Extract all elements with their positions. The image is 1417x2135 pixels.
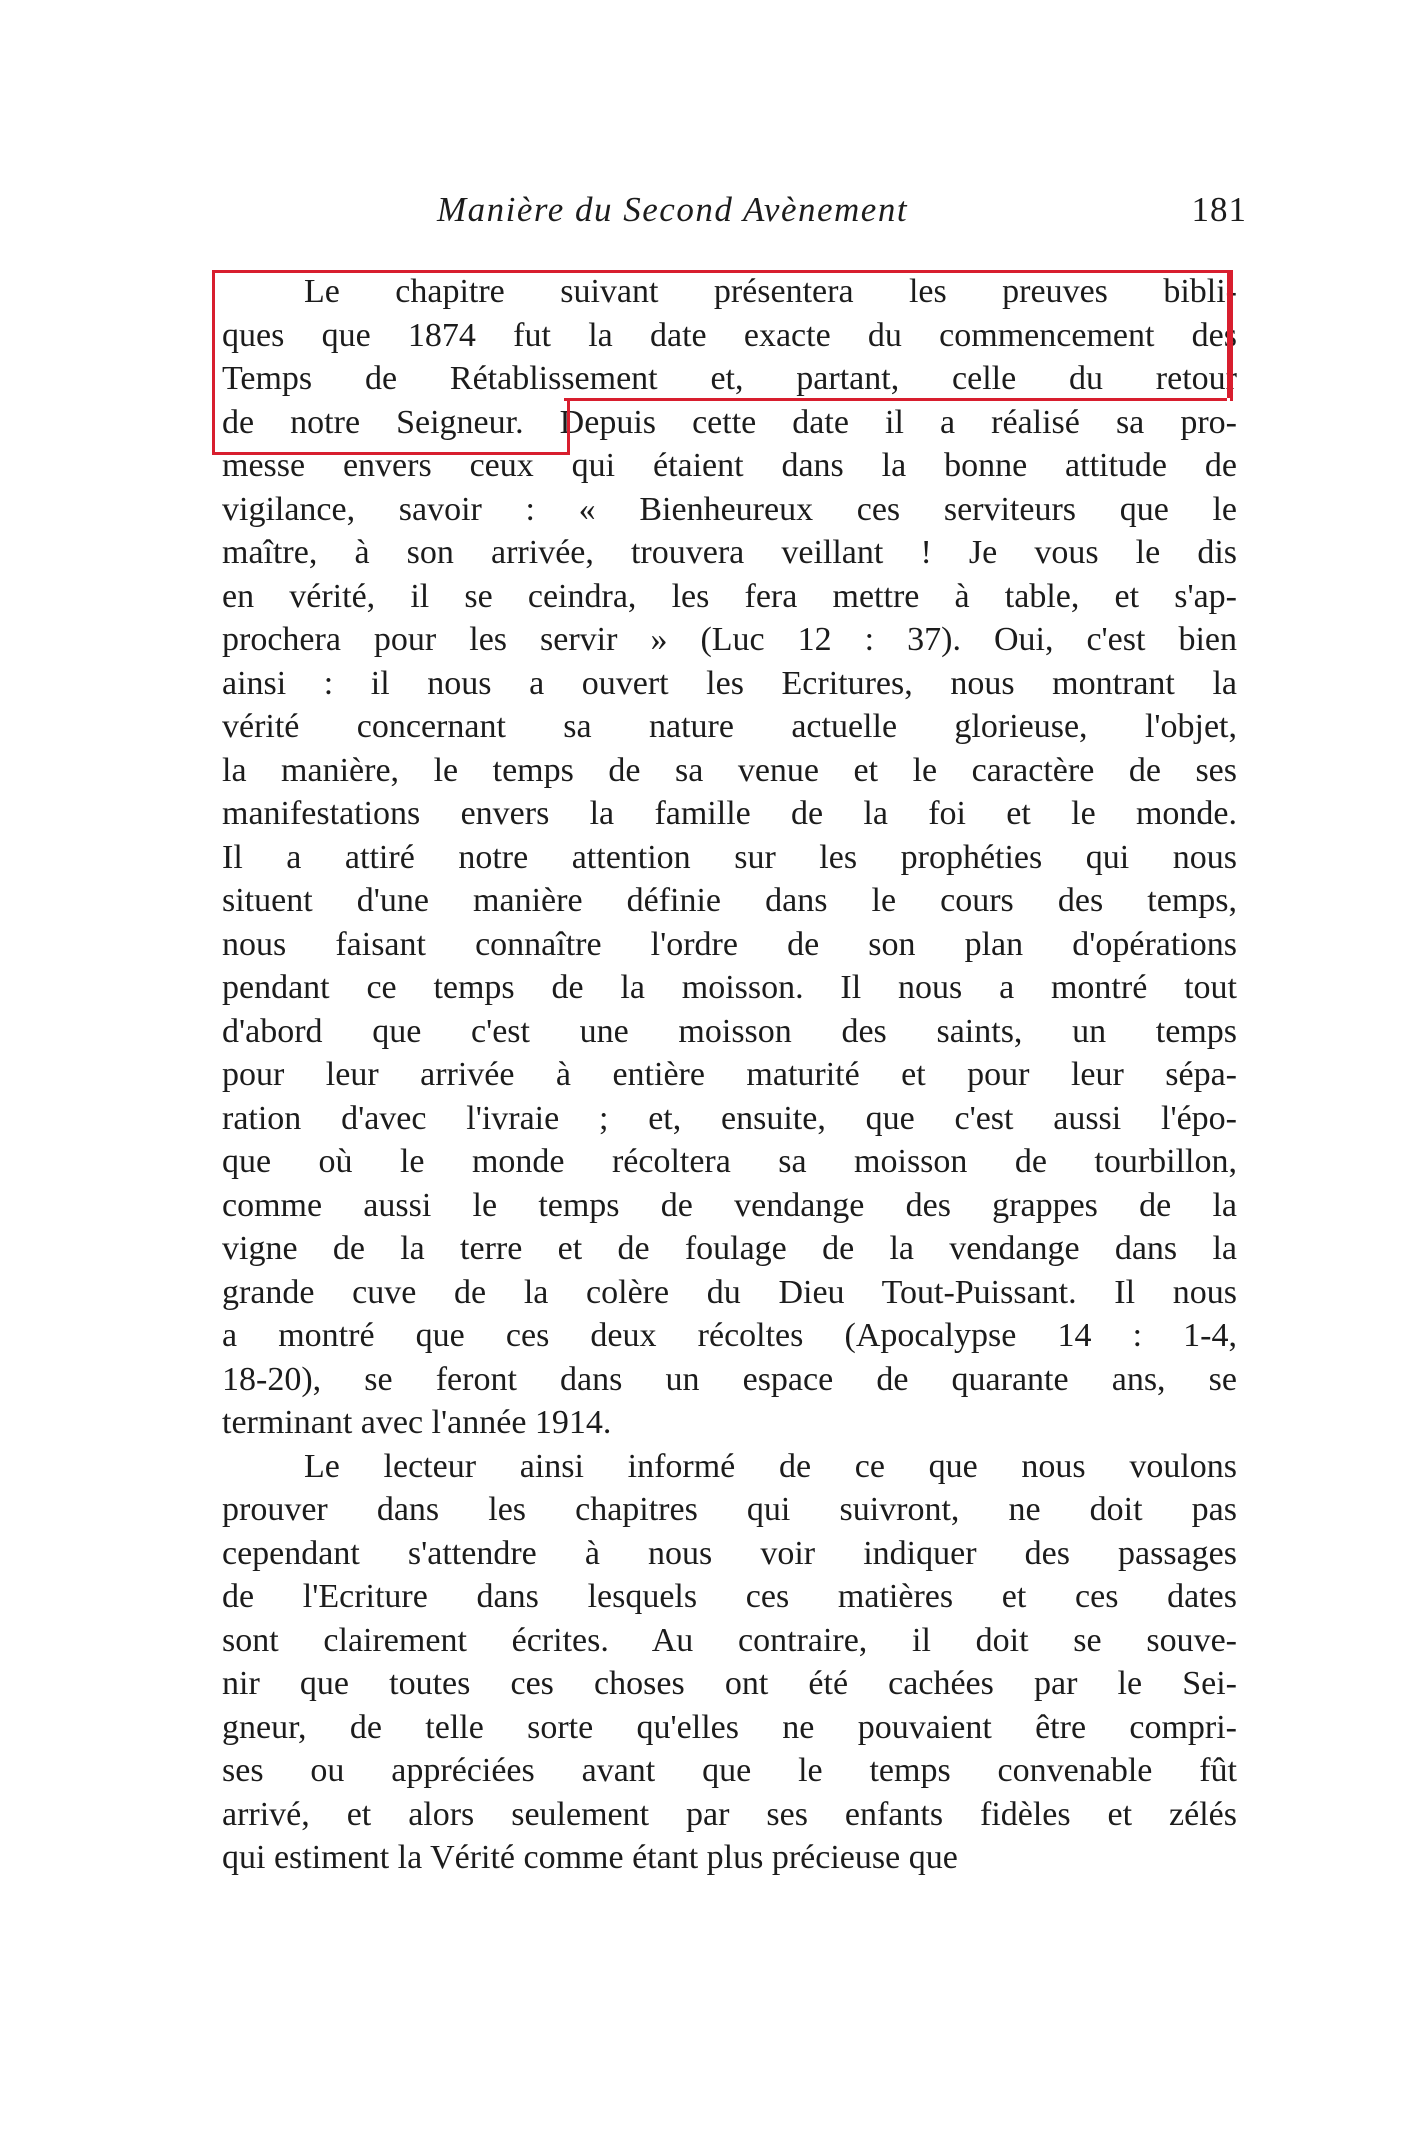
text-line: a montré que ces deux récoltes (Apocalypse 14 : 1-4, xyxy=(222,1317,1237,1354)
page-header xyxy=(437,190,1247,240)
text-line: qui estiment la Vérité comme étant plus précieuse que xyxy=(222,1839,958,1876)
page-number: 181 xyxy=(1191,190,1247,229)
text-line: Le chapitre suivant présentera les preuves bibli- xyxy=(304,273,1237,310)
text-line: messe envers ceux qui étaient dans la bonne attitude de xyxy=(222,447,1237,484)
text-line: nir que toutes ces choses ont été cachées par le Sei- xyxy=(222,1665,1237,1702)
text-line: nous faisant connaître l'ordre de son plan d'opérations xyxy=(222,925,1237,963)
text-line: de notre Seigneur. Depuis cette date il a réalisé sa pro- xyxy=(222,403,1237,441)
text-line: Temps de Rétablissement et, partant, celle du retour xyxy=(222,360,1237,397)
text-line: maître, à son arrivée, trouvera veillant ! Je vous le dis xyxy=(222,534,1237,571)
text-line: ration d'avec l'ivraie ; et, ensuite, que c'est aussi l'épo- xyxy=(222,1099,1237,1137)
text-line: cependant s'attendre à nous voir indiquer des passages xyxy=(222,1534,1237,1572)
text-line: que où le monde récoltera sa moisson de tourbillon, xyxy=(222,1143,1237,1180)
text-line: gneur, de telle sorte qu'elles ne pouvaient être compri- xyxy=(222,1708,1237,1746)
body-text xyxy=(222,270,1237,1880)
text-line: arrivé, et alors seulement par ses enfants fidèles et zélés xyxy=(222,1795,1237,1833)
running-title: Manière du Second Avènement xyxy=(437,190,909,229)
text-line: d'abord que c'est une moisson des saints, un temps xyxy=(222,1012,1237,1050)
text-line: grande cuve de la colère du Dieu Tout-Puissant. Il nous xyxy=(222,1273,1237,1311)
text-line: prouver dans les chapitres qui suivront, ne doit pas xyxy=(222,1491,1237,1528)
text-line: vigne de la terre et de foulage de la vendange dans la xyxy=(222,1230,1237,1267)
text-line: 18-20), se feront dans un espace de quarante ans, se xyxy=(222,1360,1237,1398)
text-line: prochera pour les servir » (Luc 12 : 37). Oui, c'est bien xyxy=(222,621,1237,658)
text-line: terminant avec l'année 1914. xyxy=(222,1404,612,1441)
text-line: ques que 1874 fut la date exacte du commencement des xyxy=(222,316,1237,354)
text-line: pendant ce temps de la moisson. Il nous a montré tout xyxy=(222,969,1237,1006)
text-line: sont clairement écrites. Au contraire, il doit se souve- xyxy=(222,1621,1237,1659)
text-line: ainsi : il nous a ouvert les Ecritures, nous montrant la xyxy=(222,664,1237,702)
text-line: manifestations envers la famille de la foi et le monde. xyxy=(222,795,1237,832)
text-line: de l'Ecriture dans lesquels ces matières et ces dates xyxy=(222,1578,1237,1615)
text-line: pour leur arrivée à entière maturité et pour leur sépa- xyxy=(222,1056,1237,1093)
text-line: Il a attiré notre attention sur les prophéties qui nous xyxy=(222,838,1237,876)
text-line: Le lecteur ainsi informé de ce que nous voulons xyxy=(304,1447,1237,1485)
text-line: situent d'une manière définie dans le cours des temps, xyxy=(222,882,1237,919)
text-line: vérité concernant sa nature actuelle glorieuse, l'objet, xyxy=(222,708,1237,745)
text-line: la manière, le temps de sa venue et le caractère de ses xyxy=(222,751,1237,789)
text-line: ses ou appréciées avant que le temps convenable fût xyxy=(222,1752,1237,1789)
text-line: comme aussi le temps de vendange des grappes de la xyxy=(222,1186,1237,1224)
text-line: vigilance, savoir : « Bienheureux ces serviteurs que le xyxy=(222,490,1237,528)
text-line: en vérité, il se ceindra, les fera mettre à table, et s'ap- xyxy=(222,577,1237,615)
